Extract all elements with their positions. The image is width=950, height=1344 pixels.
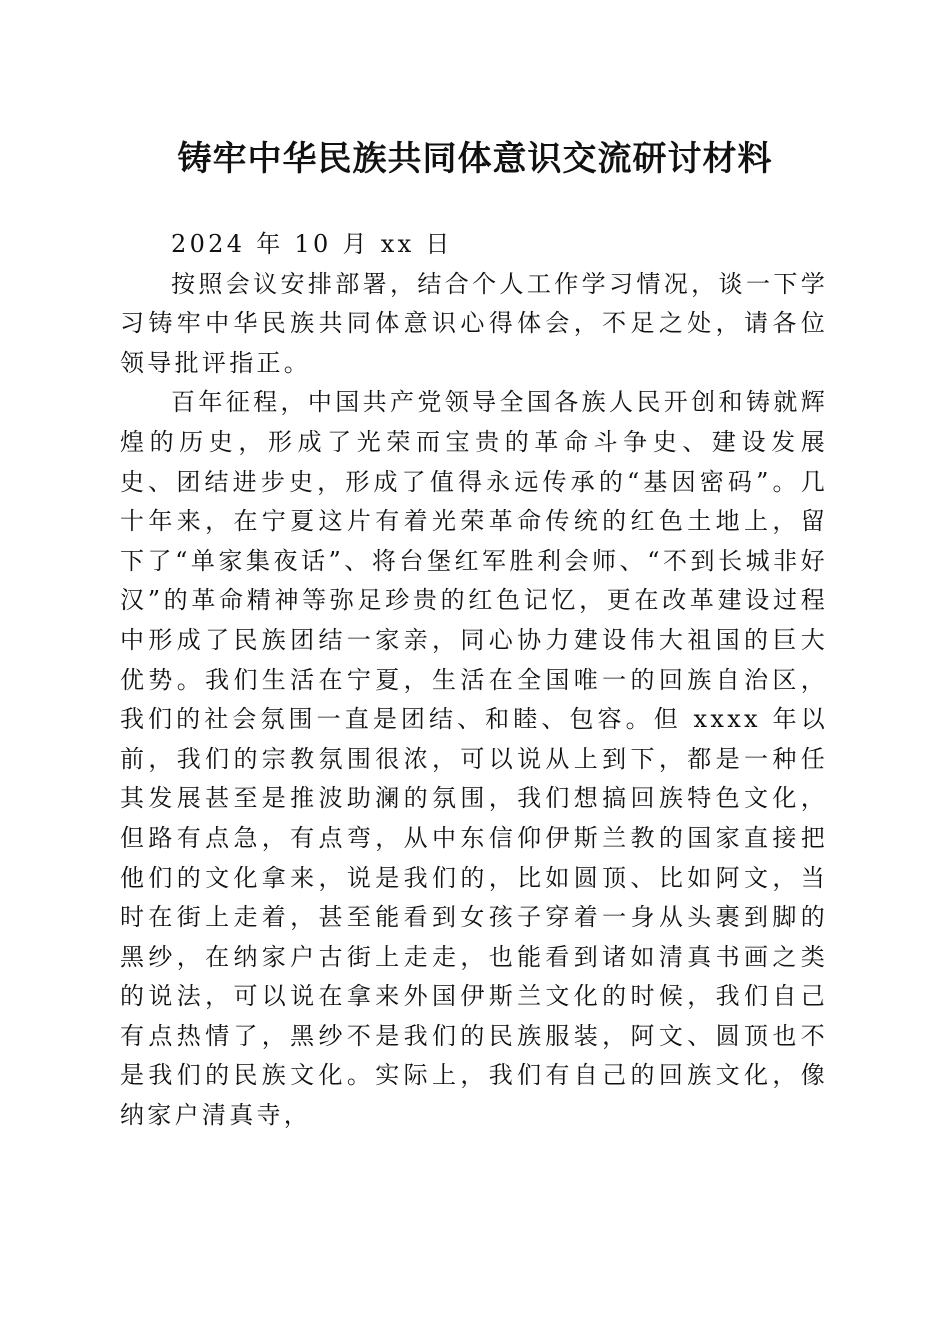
- paragraph-intro: 按照会议安排部署，结合个人工作学习情况，谈一下学习铸牢中华民族共同体意识心得体会，不足之处，请各位领导批评指正。: [120, 269, 828, 377]
- document-date: 2024 年 10 月 xx 日: [171, 230, 453, 258]
- document-title: 铸牢中华民族共同体意识交流研讨材料: [177, 139, 773, 179]
- document-body: [120, 225, 828, 1136]
- paragraph-main: 百年征程，中国共产党领导全国各族人民开创和铸就辉煌的历史，形成了光荣而宝贵的革命斗争史、建设发展史、团结进步史，形成了值得永远传承的“基因密码”。几十年来，在宁夏这片有着光荣革命传统的红色土地上，留下了“单家集夜话”、将台堡红军胜利会师、“不到长城非好汉”的革命精神等弥足珍贵的红色记忆，更在改革建设过程中形成了民族团结一家亲，同心协力建设伟大祖国的巨大优势。我们生活在宁夏，生活在全国唯一的回族自治区，我们的社会氛围一直是团结、和睦、包容。但 xxxx 年以前，我们的宗教氛围很浓，可以说从上到下，都是一种任其发展甚至是推波助澜的氛围，我们想搞回族特色文化，但路有点急，有点弯，从中东信仰伊斯兰教的国家直接把他们的文化拿来，说是我们的，比如圆顶、比如阿文，当时在街上走着，甚至能看到女孩子穿着一身从头裹到脚的黑纱，在纳家户古街上走走，也能看到诸如清真书画之类的说法，可以说在拿来外国伊斯兰文化的时候，我们自己有点热情了，黑纱不是我们的民族服装，阿文、圆顶也不是我们的民族文化。实际上，我们有自己的回族文化，像纳家户清真寺，: [120, 388, 828, 1130]
